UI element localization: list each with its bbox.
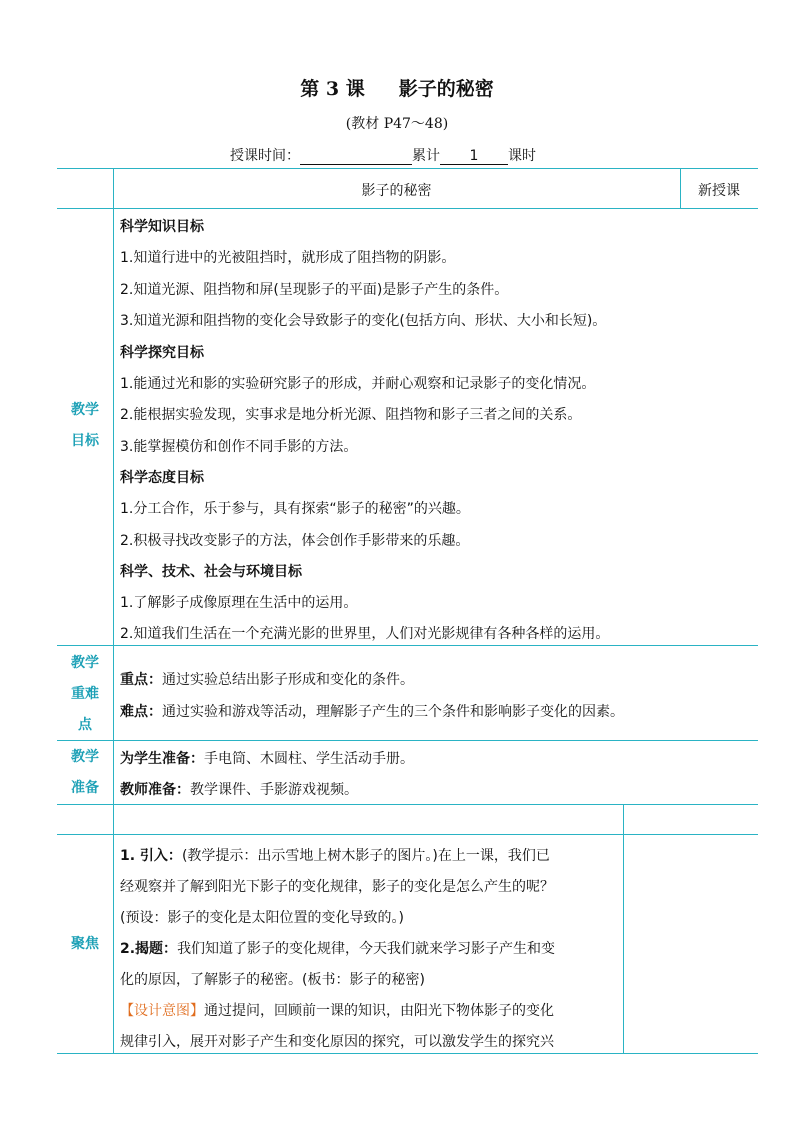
attitude-item: 1.分工合作，乐于参与，具有探索“影子的秘密”的兴趣。 <box>120 501 470 517</box>
lesson-title <box>0 74 794 101</box>
key-points-label: 教学 重难 点 <box>71 655 99 733</box>
intro-line: (预设：影子的变化是太阳位置的变化导致的。) <box>120 910 404 926</box>
textbook-pages: (教材 P47～48) <box>345 116 449 132</box>
hours-unit: 课时 <box>508 148 536 164</box>
reveal-line: 2.揭题：我们知道了影子的变化规律，今天我们就来学习影子产生和变 <box>120 941 556 957</box>
sts-item: 2.知道我们生活在一个充满光影的世界里，人们对光影规律有各种各样的运用。 <box>120 626 610 642</box>
lesson-name: 影子的秘密 <box>398 78 494 100</box>
inquiry-item: 2.能根据实验发现，实事求是地分析光源、阻挡物和影子三者之间的关系。 <box>120 407 582 423</box>
inquiry-item: 1.能通过光和影的实验研究影子的形成，并耐心观察和记录影子的变化情况。 <box>120 376 596 392</box>
topic-cell: 影子的秘密 <box>361 183 432 199</box>
time-blank[interactable] <box>300 148 412 165</box>
inquiry-item: 3.能掌握模仿和创作不同手影的方法。 <box>120 439 358 455</box>
sts-heading: 科学、技术、社会与环境目标 <box>120 564 302 580</box>
teacher-preparation: 教师准备：教学课件、手影游戏视频。 <box>120 782 358 798</box>
cumulative-label: 累计 <box>412 148 440 164</box>
attitude-heading: 科学态度目标 <box>120 470 204 486</box>
design-intent-line: 规律引入，展开对影子产生和变化原因的探究，可以激发学生的探究兴 <box>120 1034 554 1050</box>
knowledge-item: 3.知道光源和阻挡物的变化会导致影子的变化(包括方向、形状、大小和长短)。 <box>120 313 607 329</box>
design-intent-line: 【设计意图】通过提问，回顾前一课的知识，由阳光下物体影子的变化 <box>120 1003 554 1019</box>
intro-line: 1. 引入：(教学提示：出示雪地上树木影子的图片。)在上一课，我们已 <box>120 848 550 864</box>
objectives-label: 教学 目标 <box>71 402 99 449</box>
teaching-time-line <box>230 145 536 165</box>
focus-point: 重点：通过实验总结出影子形成和变化的条件。 <box>120 672 414 688</box>
knowledge-heading: 科学知识目标 <box>120 219 204 235</box>
time-label: 授课时间： <box>230 148 300 164</box>
inquiry-heading: 科学探究目标 <box>120 345 204 361</box>
reveal-line: 化的原因，了解影子的秘密。(板书：影子的秘密) <box>120 972 425 988</box>
lesson-number: 第 3 课 <box>300 78 365 100</box>
lesson-type-cell: 新授课 <box>698 183 740 199</box>
design-intent-label: 【设计意图】 <box>120 1003 204 1019</box>
focus-section-label: 聚焦 <box>71 936 99 952</box>
student-preparation: 为学生准备：手电筒、木圆柱、学生活动手册。 <box>120 751 414 767</box>
attitude-item: 2.积极寻找改变影子的方法，体会创作手影带来的乐趣。 <box>120 533 470 549</box>
intro-line: 经观察并了解到阳光下影子的变化规律，影子的变化是怎么产生的呢？ <box>120 879 554 895</box>
knowledge-item: 2.知道光源、阻挡物和屏(呈现影子的平面)是影子产生的条件。 <box>120 282 509 298</box>
sts-item: 1.了解影子成像原理在生活中的运用。 <box>120 595 358 611</box>
preparation-label: 教学 准备 <box>71 749 99 796</box>
hours-value: 1 <box>440 148 508 165</box>
difficulty-point: 难点：通过实验和游戏等活动，理解影子产生的三个条件和影响影子变化的因素。 <box>120 704 624 720</box>
knowledge-item: 1.知道行进中的光被阻挡时，就形成了阻挡物的阴影。 <box>120 250 456 266</box>
